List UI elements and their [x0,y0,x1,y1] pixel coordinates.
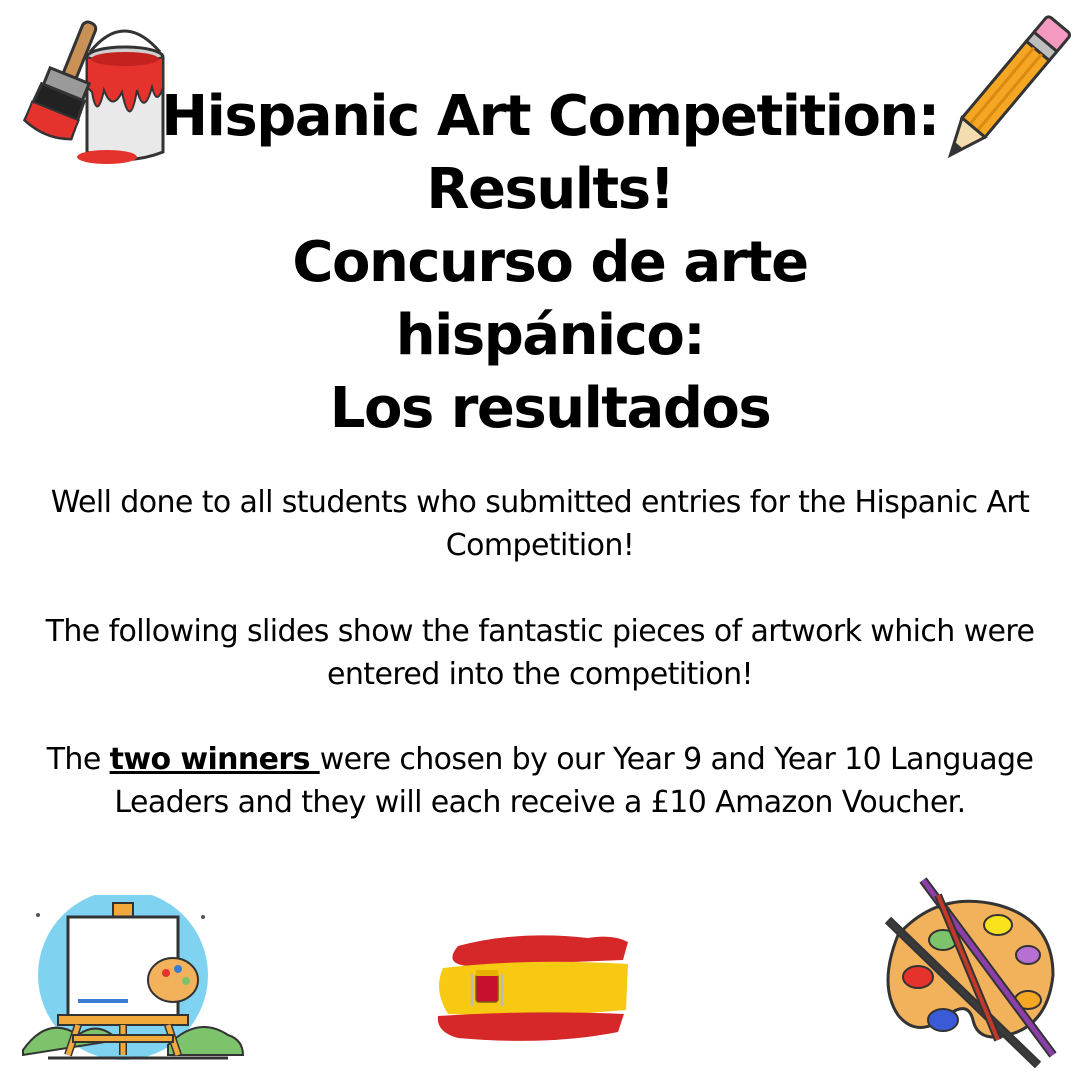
winners-text-pre: The [46,742,110,777]
two-winners-emphasis: two winners [109,742,320,777]
pencil-icon [938,10,1073,170]
paint-palette-icon [878,875,1063,1070]
title-line: Results! [426,157,674,222]
title-line: Concurso de arte [292,230,808,295]
title-line: hispánico: [395,303,705,368]
easel-icon [18,895,248,1065]
artwork-slides-paragraph: The following slides show the fantastic pieces of artwork which were entered into the competition! [45,614,1035,692]
winners-paragraph [30,738,1050,824]
page-title [150,80,950,445]
congratulations-paragraph: Well done to all students who submitted entries for the Hispanic Art Competition! [50,485,1030,563]
winners-text-post: were chosen by our Year 9 and Year 10 Language Leaders and they will each receive a £10 Amazon Voucher. [114,742,1034,820]
title-line: Hispanic Art Competition: [161,84,939,149]
spanish-flag-icon [428,928,633,1048]
title-line: Los resultados [329,376,771,441]
